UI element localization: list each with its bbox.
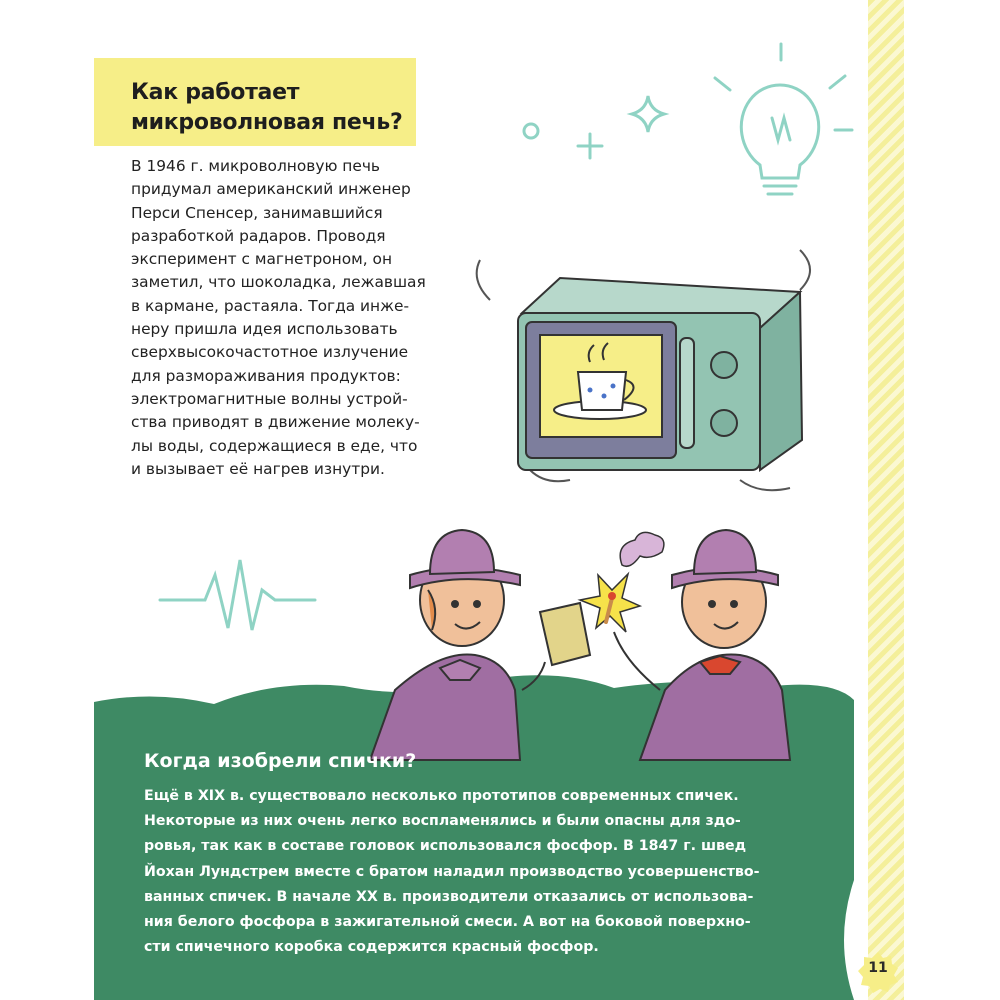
page-number: 11: [868, 960, 888, 976]
text-line: в кармане, растаяла. Тогда инже-: [131, 296, 410, 315]
text-line: электромагнитные волны устрой-: [131, 389, 408, 408]
text-line: ства приводят в движение молеку-: [131, 413, 420, 432]
text-line: разработкой радаров. Проводя: [131, 226, 386, 245]
text-line: сти спичечного коробка содержится красный фосфор.: [144, 939, 599, 956]
text-line: ния белого фосфора в зажигательной смеси. А вот на боковой поверхно-: [144, 914, 751, 931]
text-line: Йохан Лундстрем вместе с братом наладил производство усовершенство-: [144, 863, 760, 880]
text-line: заметил, что шоколадка, лежавшая: [131, 273, 426, 292]
smoke-icon: [620, 532, 664, 566]
text-line: и вызывает её нагрев изнутри.: [131, 459, 385, 478]
text-line: ровья, так как в составе головок использовался фосфор. В 1847 г. швед: [144, 838, 747, 855]
matchbox-icon: [540, 603, 590, 665]
text-line: эксперимент с магнетроном, он: [131, 250, 393, 269]
text-line: Перси Спенсер, занимавшийся: [131, 203, 383, 222]
section1-title-line2: микроволновая печь?: [131, 110, 403, 135]
right-character: [606, 530, 790, 760]
text-line: сверхвысокочастотное излучение: [131, 343, 409, 362]
text-line: Ещё в XIX в. существовало несколько прототипов современных спичек.: [144, 788, 739, 804]
section2-title: Когда изобрели спички?: [144, 750, 417, 772]
text-line: придумал американский инженер: [131, 180, 411, 199]
section2-text: [144, 784, 844, 960]
left-character: [370, 530, 590, 760]
text-line: Некоторые из них очень легко воспламенялись и были опасны для здо-: [144, 813, 741, 830]
text-line: В 1946 г. микроволновую печь: [131, 157, 381, 175]
text-line: лы воды, содержащиеся в еде, что: [131, 436, 418, 455]
text-line: ванных спичек. В начале XX в. производители отказались от использова-: [144, 888, 754, 905]
section1-title-line1: Как работает: [131, 80, 300, 105]
text-line: для размораживания продуктов:: [131, 366, 401, 385]
text-line: неру пришла идея использовать: [131, 320, 398, 339]
